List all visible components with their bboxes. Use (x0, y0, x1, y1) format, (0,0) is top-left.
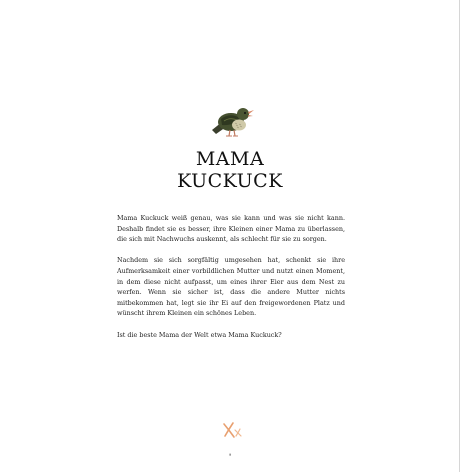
title-line-2: KUCKUCK (177, 170, 283, 192)
paragraph-2: Nachdem sie sich sorgfältig umgesehen hat, schenkt sie ihre Aufmerksamkeit einer vorbildlichen Mutter und nutzt einen Moment, in dem diese nicht aufpasst, um eines ihrer Eier aus dem Nest zu werfen. Wenn sie sicher ist, dass die andere Mutter nichts mitbekommen hat, legt sie ihr Ei auf den freigewordenen Platz und wünscht ihrem Kleinen ein schönes Leben. (117, 256, 345, 318)
body-text (117, 213, 345, 351)
page-number: 9 (228, 452, 232, 457)
paragraph-3: Ist die beste Mama der Welt etwa Mama Kuckuck? (117, 330, 282, 339)
feather-ornament-icon (220, 421, 244, 439)
cuckoo-bird-icon (208, 100, 254, 140)
title-line-1: MAMA (195, 148, 265, 170)
paragraph-1: Mama Kuckuck weiß genau, was sie kann und was sie nicht kann. Deshalb findet sie es besser, ihre Kleinen einer Mama zu überlassen, die sich mit Nachwuchs auskennt, als schlecht für sie zu sorgen. (117, 214, 345, 244)
page-title (130, 148, 330, 192)
